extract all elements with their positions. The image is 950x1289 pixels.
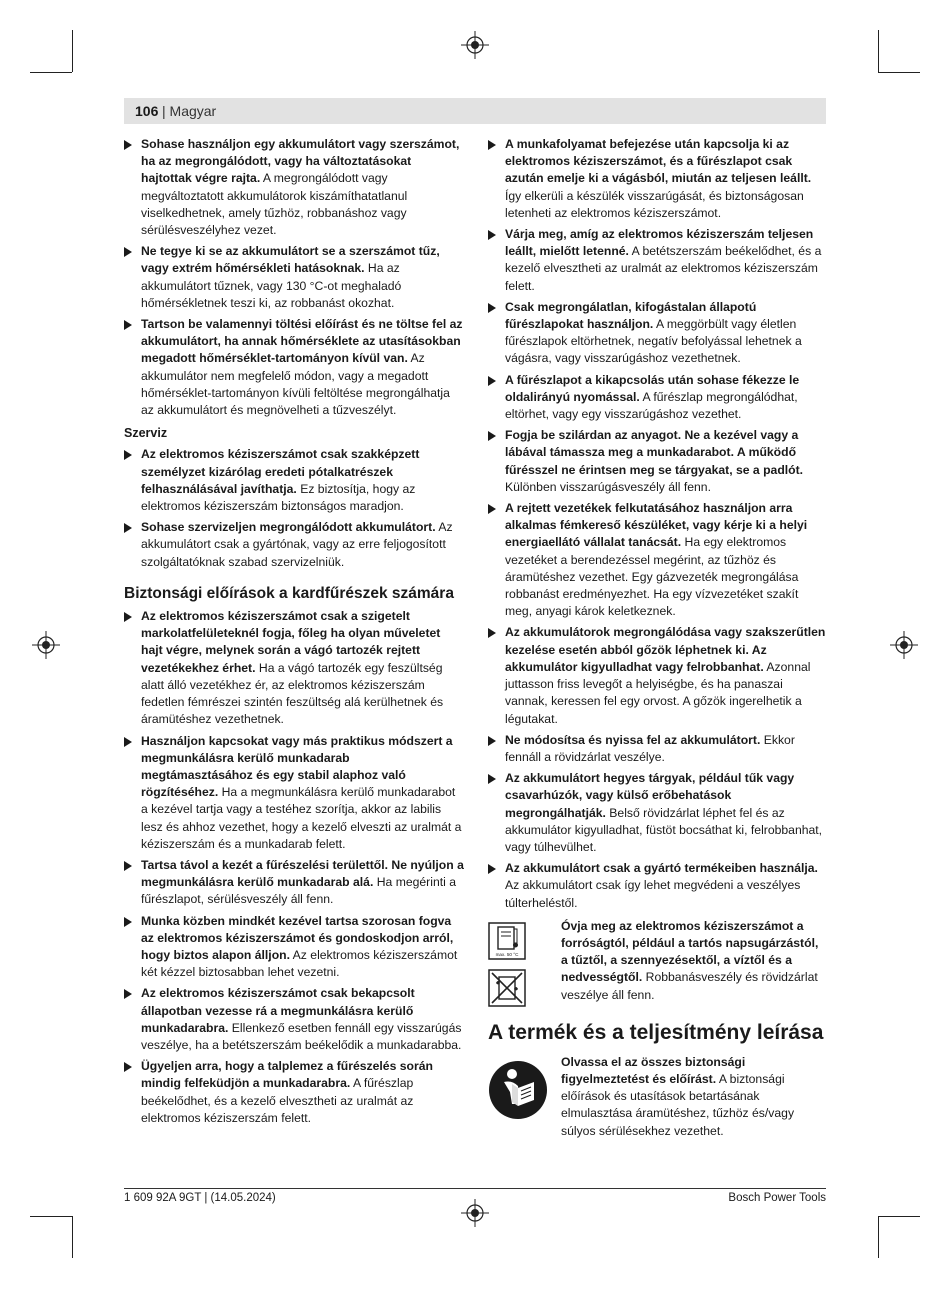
list-item xyxy=(488,732,828,766)
bullet-triangle-icon xyxy=(124,450,132,460)
temperature-limit-icon xyxy=(488,922,526,960)
bullet-triangle-icon xyxy=(124,523,132,533)
temp-label: max. 50 °C xyxy=(495,951,519,957)
item-bold-text: Az akkumulátort csak a gyártó termékeiben használja. xyxy=(505,861,818,876)
bullet-triangle-icon xyxy=(124,247,132,257)
bullet-triangle-icon xyxy=(488,628,496,638)
section-heading: Biztonsági előírások a kardfűrészek számára xyxy=(124,584,454,602)
bullet-triangle-icon xyxy=(488,230,496,240)
read-instructions-normal: A biztonsági előírások és utasítások betartásának elmulasztása áramütéshez, tűzhöz és/vagy súlyos sérülésekhez vezethet. xyxy=(561,1071,795,1138)
list-item xyxy=(124,243,464,312)
footer-doc-id: 1 609 92A 9GT | (14.05.2024) xyxy=(124,1192,276,1204)
item-normal-text: Az akkumulátort csak a gyártónak, vagy az erre feljogosított szolgáltatóknak szabad szervizelniük. xyxy=(141,520,453,569)
registration-mark-icon xyxy=(461,1199,489,1227)
footer-divider xyxy=(124,1188,826,1189)
crop-mark xyxy=(72,30,73,72)
item-normal-text: Ha az akkumulátort tűznek, vagy 130 °C-ot meghaladó hőmérsékletnek teszi ki, az robbanást okozhat. xyxy=(141,261,402,310)
item-normal-text: A fűrészlap beékelődhet, és a kezelő elvesztheti az uralmát az elektromos kéziszerszám felett. xyxy=(141,1076,414,1125)
list-item xyxy=(488,770,828,856)
service-heading: Szerviz xyxy=(124,426,168,441)
item-normal-text: Belső rövidzárlat léphet fel és az akkumulátor kigyulladhat, füstöt bocsáthat ki, felrobbanhat, vagy túlhevülhet. xyxy=(505,805,823,854)
list-item xyxy=(124,608,464,728)
list-item xyxy=(488,860,828,912)
bullet-triangle-icon xyxy=(488,736,496,746)
item-bold-text: Munka közben mindkét kezével tartsa szorosan fogva az elektromos kéziszerszámot és gondoskodjon arról, hogy biztos alapon álljon. xyxy=(141,913,454,962)
crop-mark xyxy=(878,1216,879,1258)
crop-mark xyxy=(878,72,920,73)
item-normal-text: A meggörbült vagy életlen fűrészlapok eltörhetnek, negatív befolyással lehetnek a vágásra, vagy visszarúgáshoz vezethetnek. xyxy=(505,317,802,366)
item-list-right xyxy=(488,136,828,912)
list-item xyxy=(124,446,464,515)
bullet-triangle-icon xyxy=(488,774,496,784)
item-list-safety-battery xyxy=(124,136,464,419)
read-instructions-bold: Olvassa el az összes biztonsági figyelmeztetést és előírást. xyxy=(561,1054,746,1086)
item-bold-text: Ügyeljen arra, hogy a talplemez a fűrészelés során mindig felfeküdjön a munkadarabra. xyxy=(141,1059,433,1091)
item-normal-text: Azonnal juttasson friss levegőt a helyiségbe, és ha panaszai vannak, keressen fel egy orvost. A gőzök ingerelhetik a légutakat. xyxy=(505,659,811,726)
item-normal-text: Ellenkező esetben fennáll egy visszarúgás veszélye, ha a betétszerszám beékelődik a munkadarabba. xyxy=(141,1020,462,1052)
bullet-triangle-icon xyxy=(488,303,496,313)
item-normal-text: Ha megérinti a fűrészlapot, sérülésveszély áll fenn. xyxy=(141,875,456,907)
page-number: 106 xyxy=(135,103,159,119)
bullet-triangle-icon xyxy=(488,140,496,150)
item-normal-text: Ha egy elektromos vezetéket a berendezéssel megérint, az tűzhöz és áramütéshez vezethet. Egy gázvezeték megrongálása robbanást eredményezhet. Ha egy vízvezetéket szakít meg, anyagi károk keletkeznek. xyxy=(505,535,799,619)
item-bold-text: Az elektromos kéziszerszámot csak a szigetelt markolatfelületeknél fogja, főleg ha olyan műveletet hajt végre, melynek során a vágó tartozék rejtett vezetékekhez érhet. xyxy=(141,609,441,675)
heat-warning-bold: Óvja meg az elektromos kéziszerszámot a forróságtól, például a tartós napsugárzástól, a tűztől, a szennyezésektől, a víztől és a nedvességtől. xyxy=(561,918,819,985)
right-column xyxy=(488,136,828,1140)
bullet-triangle-icon xyxy=(488,864,496,874)
left-column xyxy=(124,136,464,1131)
list-item xyxy=(124,857,464,909)
read-instructions-block xyxy=(488,1054,828,1140)
list-item xyxy=(124,316,464,419)
page-language: | Magyar xyxy=(162,103,217,119)
crop-mark xyxy=(72,1216,73,1258)
list-item xyxy=(488,624,828,727)
item-bold-text: Tartson be valamennyi töltési előírást és ne töltse fel az akkumulátort, ha annak hőmérséklete az utasításokban megadott hőmérséklet-tartományon kívül van. xyxy=(141,317,463,366)
item-bold-text: Az elektromos kéziszerszámot csak szakképzett személyzet kizárólag eredeti pótalkatrészek felhasználásával javíthatja. xyxy=(141,447,420,496)
crop-mark xyxy=(878,30,879,72)
bullet-triangle-icon xyxy=(124,140,132,150)
list-item xyxy=(124,985,464,1054)
item-normal-text: A fűrészlap megrongálódhat, eltörhet, vagy egy visszarúgáshoz vezethet. xyxy=(505,389,798,422)
item-normal-text: Az elektromos kéziszerszámot két kézzel biztosabban lehet vezetni. xyxy=(141,947,458,980)
item-bold-text: Az akkumulátort hegyes tárgyak, például tűk vagy csavarhúzók, vagy külső erőbehatások megrongálhatják. xyxy=(505,771,795,820)
list-item xyxy=(488,136,828,222)
item-normal-text: Így elkerüli a készülék visszarúgását, és biztonságosan letenheti az elektromos kéziszerszámot. xyxy=(505,188,804,220)
bullet-triangle-icon xyxy=(124,917,132,927)
bullet-triangle-icon xyxy=(124,737,132,747)
item-list-service xyxy=(124,446,464,570)
heat-warning-text xyxy=(561,918,828,1004)
read-manual-icon xyxy=(488,1060,548,1120)
item-normal-text: Az akkumulátor nem megfelelő módon, vagy a megadott hőmérséklet-tartományon kívüli feltöltése megrongálhatja az akkumulátort és megnövelheti a tűzveszélyt. xyxy=(141,351,450,418)
warning-icons xyxy=(488,922,528,1012)
heat-warning-block xyxy=(488,918,828,1004)
bullet-triangle-icon xyxy=(124,612,132,622)
bullet-triangle-icon xyxy=(124,989,132,999)
bullet-triangle-icon xyxy=(124,1062,132,1072)
list-item xyxy=(488,500,828,620)
item-bold-text: Használjon kapcsokat vagy más praktikus módszert a megmunkálásra kerülő munkadarab megtámasztásához és egy stabil alaphoz való rögzítéséhez. xyxy=(141,733,453,800)
item-bold-text: Csak megrongálatlan, kifogástalan állapotú fűrészlapokat használjon. xyxy=(505,299,757,332)
item-list-saw-safety xyxy=(124,608,464,1127)
registration-mark-icon xyxy=(461,31,489,59)
bullet-triangle-icon xyxy=(488,376,496,386)
list-item xyxy=(124,733,464,853)
item-normal-text: A betétszerszám beékelődhet, és a kezelő elvesztheti az uralmát az elektromos kéziszerszám felett. xyxy=(505,244,822,293)
crop-mark xyxy=(878,1216,920,1217)
language-label: Magyar xyxy=(169,103,217,119)
list-item xyxy=(124,1058,464,1127)
item-bold-text: Ne módosítsa és nyissa fel az akkumulátort. xyxy=(505,732,761,747)
no-water-icon xyxy=(488,969,526,1007)
item-normal-text: Ha a megmunkálásra kerülő munkadarabot a kezével tartja vagy a testéhez szorítja, akkor az labilis lesz és ahhoz vezethet, hogy a kezelő elveszti az uralmát a kéziszerszám és a munkadarab felett. xyxy=(141,785,462,851)
bullet-triangle-icon xyxy=(488,504,496,514)
item-bold-text: A munkafolyamat befejezése után kapcsolja ki az elektromos kéziszerszámot, és a fűrészlapot csak azután emelje ki a vágásból, miután az teljesen leállt. xyxy=(505,137,812,186)
footer-brand: Bosch Power Tools xyxy=(728,1192,826,1204)
product-description-heading: A termék és a teljesítmény leírása xyxy=(488,1020,824,1044)
item-bold-text: Sohase használjon egy akkumulátort vagy szerszámot, ha az megrongálódott, vagy ha változtatásokat hajtottak végre rajta. xyxy=(141,137,460,186)
list-item xyxy=(488,427,828,496)
item-normal-text: Különben visszarúgásveszély áll fenn. xyxy=(505,479,711,494)
item-bold-text: Fogja be szilárdan az anyagot. Ne a kezével vagy a lábával támassza meg a munkadarabot. A működő fűrésszel ne érintsen meg se tárgyakat, se a padlót. xyxy=(505,428,804,477)
item-normal-text: Ha a vágó tartozék egy feszültség alatt álló vezetékhez ér, az elektromos kéziszerszám fedetlen fémrészei szintén feszültség alá kerülhetnek és áramütéshez vezethetnek. xyxy=(141,660,444,727)
list-item xyxy=(488,226,828,295)
item-bold-text: Várja meg, amíg az elektromos kéziszerszám teljesen leállt, mielőtt letenné. xyxy=(505,227,814,259)
item-normal-text: Az akkumulátort csak így lehet megvédeni a veszélyes túlterheléstől. xyxy=(505,878,801,910)
item-normal-text: Ekkor fennáll a rövidzárlat veszélye. xyxy=(505,732,795,764)
item-bold-text: Tartsa távol a kezét a fűrészelési területtől. Ne nyúljon a megmunkálásra kerülő munkadarab alá. xyxy=(141,857,464,890)
list-item xyxy=(124,136,464,239)
item-bold-text: A fűrészlapot a kikapcsolás után sohase fékezze le oldalirányú nyomással. xyxy=(505,372,800,404)
crop-mark xyxy=(30,72,72,73)
bullet-triangle-icon xyxy=(124,861,132,871)
bullet-triangle-icon xyxy=(488,431,496,441)
header-bar xyxy=(124,98,826,124)
item-normal-text: Ez biztosítja, hogy az elektromos kéziszerszám biztonságos maradjon. xyxy=(141,481,416,514)
list-item xyxy=(124,519,464,571)
bullet-triangle-icon xyxy=(124,320,132,330)
item-bold-text: Az akkumulátorok megrongálódása vagy szakszerűtlen kezelése esetén abból gőzök léphetnek ki. Az akkumulátor kigyulladhat vagy felrobbanhat. xyxy=(505,625,826,674)
registration-mark-icon xyxy=(890,631,918,659)
list-item xyxy=(488,299,828,368)
item-bold-text: Az elektromos kéziszerszámot csak bekapcsolt állapotban vezesse rá a megmunkálásra kerülő munkadarabra. xyxy=(141,986,415,1035)
item-bold-text: Ne tegye ki se az akkumulátort se a szerszámot tűz, vagy extrém hőmérsékleti hatásoknak. xyxy=(141,244,440,276)
registration-mark-icon xyxy=(32,631,60,659)
read-instructions-text xyxy=(561,1054,828,1140)
crop-mark xyxy=(30,1216,72,1217)
item-bold-text: Sohase szervizeljen megrongálódott akkumulátort. xyxy=(141,520,436,535)
list-item xyxy=(124,913,464,982)
list-item xyxy=(488,372,828,424)
heat-warning-normal: Robbanásveszély és rövidzárlat veszélye áll fenn. xyxy=(561,970,818,1002)
item-bold-text: A rejtett vezetékek felkutatásához használjon arra alkalmas fémkereső készüléket, vagy kérje ki a helyi energiaellátó vállalat tanácsát. xyxy=(505,501,808,550)
item-normal-text: A megrongálódott vagy megváltoztatott akkumulátorok kiszámíthatatlanul viselkedhetnek, amely tűzhöz, robbanáshoz vagy sérülésveszélyhez vezet. xyxy=(141,171,408,238)
